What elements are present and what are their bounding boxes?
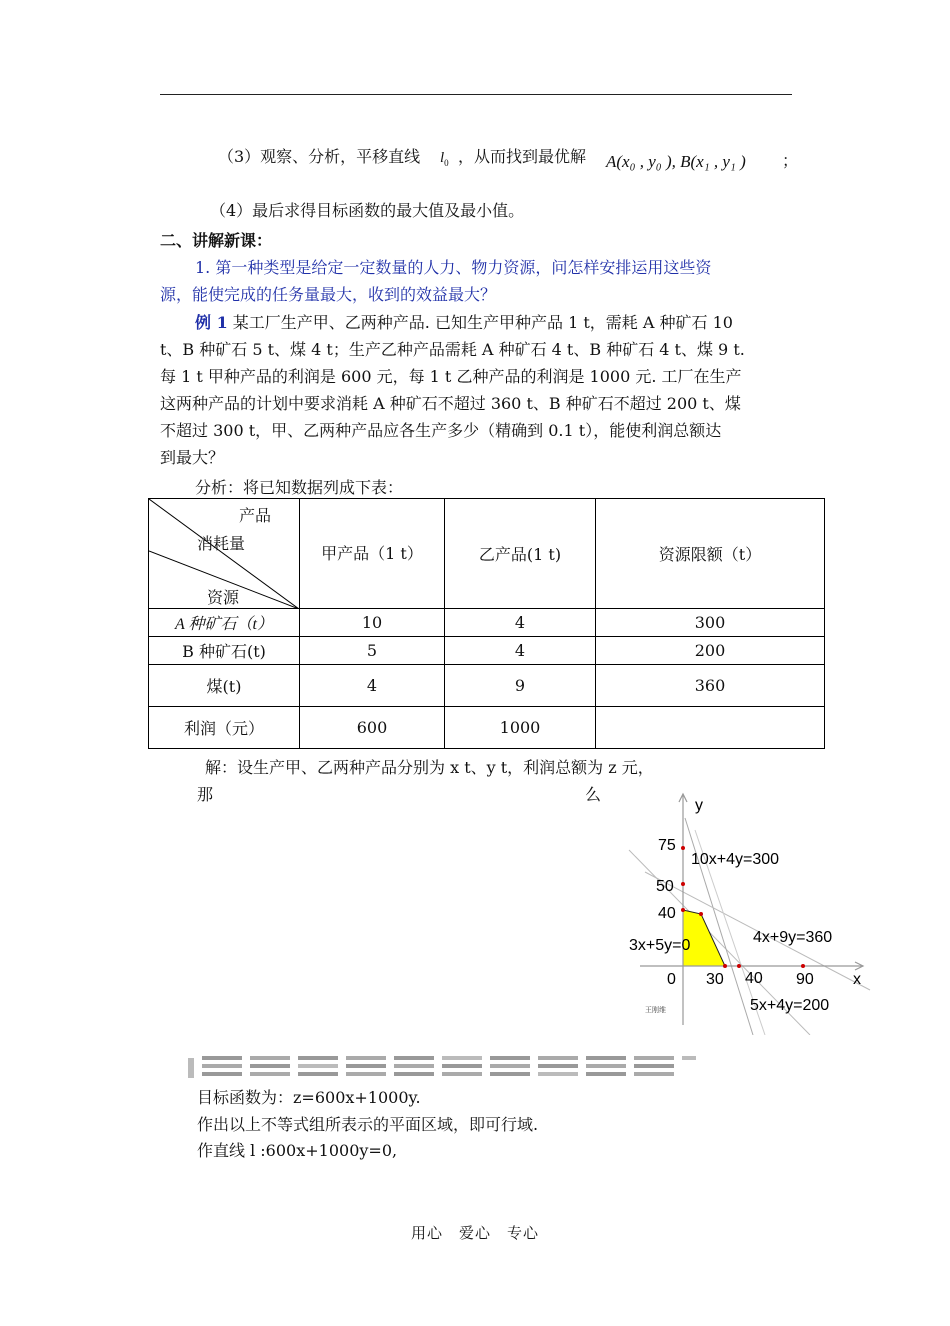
table-row: [149, 665, 825, 707]
table-corner-cell: [149, 499, 300, 609]
step3-text: （3）观察、分析，平移直线: [218, 147, 421, 166]
optimal-solution-formula: A(x₀ , y₀ ), B(x₁ , y₁ ): [606, 152, 746, 171]
cell: 4: [445, 637, 596, 665]
point-intersection: [699, 912, 703, 916]
cell: 1000: [445, 707, 596, 749]
row-label: 煤(t): [149, 665, 300, 707]
section-heading: 二、讲解新课：: [160, 231, 273, 250]
label-eq1: 10x+4y=300: [691, 851, 780, 868]
row-label: A 种矿石（t）: [149, 609, 300, 637]
analysis-line: 分析：将已知数据列成下表：: [195, 478, 404, 497]
cell: 200: [596, 637, 825, 665]
label-x40: 40: [745, 970, 763, 987]
blurred-constraint-image: [188, 1054, 698, 1080]
y-axis-label: y: [695, 797, 703, 814]
example-line-1: 例 1 某工厂生产甲、乙两种产品. 已知生产甲种产品 1 t，需耗 A 种矿石 10: [195, 313, 733, 332]
cell: 9: [445, 665, 596, 707]
graph-watermark: 王刚维: [645, 1007, 666, 1014]
cell: 300: [596, 609, 825, 637]
label-90: 90: [796, 971, 814, 988]
header-rule: [160, 94, 792, 95]
row-label: B 种矿石(t): [149, 637, 300, 665]
table-row: [149, 637, 825, 665]
cell: 10: [300, 609, 445, 637]
header-product-a: 甲产品（1 t）: [300, 499, 445, 609]
objective-line: 目标函数为：z=600x+1000y.: [197, 1088, 421, 1107]
corner-bottom-label: 资源: [207, 588, 240, 607]
cell: [596, 707, 825, 749]
example-line-5: 不超过 300 t，甲、乙两种产品应各生产多少（精确到 0.1 t），能使利润总额达: [160, 421, 722, 440]
label-origin: 0: [667, 971, 676, 988]
solution-line: 解：设生产甲、乙两种产品分别为 x t、y t，利润总额为 z 元，: [205, 758, 654, 777]
step4-line: （4）最后求得目标函数的最大值及最小值。: [210, 201, 525, 220]
table-row: [149, 609, 825, 637]
point-x40: [737, 964, 741, 968]
data-table: [148, 498, 825, 749]
point-y50: [681, 882, 685, 886]
draw-line: 作直线 l :600x+1000y=0,: [197, 1141, 398, 1160]
step3-end: ；: [782, 151, 799, 170]
label-40: 40: [658, 905, 676, 922]
cell: 360: [596, 665, 825, 707]
point-x30: [723, 964, 727, 968]
label-75: 75: [658, 837, 676, 854]
x-axis-label: x: [853, 971, 861, 988]
corner-top-label: 产品: [239, 506, 272, 525]
cell: 5: [300, 637, 445, 665]
solution-me: 么: [585, 785, 602, 804]
step3-text2: ，从而找到最优解: [458, 147, 587, 166]
page-footer: 用心 爱心 专心: [410, 1224, 539, 1242]
example-label: 例 1: [195, 313, 228, 332]
header-resource-limit: 资源限额（t）: [596, 499, 825, 609]
label-eq2: 4x+9y=360: [753, 929, 833, 946]
cell: 4: [300, 665, 445, 707]
corner-mid-label: 消耗量: [197, 534, 246, 553]
feasible-line: 作出以上不等式组所表示的平面区域，即可行域.: [197, 1115, 539, 1134]
label-eq4: 5x+4y=200: [750, 997, 830, 1014]
row-label: 利润（元）: [149, 707, 300, 749]
example-line-2: t、B 种矿石 5 t、煤 4 t；生产乙种产品需耗 A 种矿石 4 t、B 种矿石 4 t、煤 9 t.: [160, 340, 745, 359]
cell: 4: [445, 609, 596, 637]
solution-na: 那: [197, 785, 214, 804]
table-row: [149, 707, 825, 749]
feasible-region-graph: [615, 790, 875, 1035]
label-eq3: 3x+5y=0: [629, 937, 691, 954]
example-line-4: 这两种产品的计划中要求消耗 A 种矿石不超过 360 t、B 种矿石不超过 200 t、煤: [160, 394, 741, 413]
type1-line1: 1. 第一种类型是给定一定数量的人力、物力资源，问怎样安排运用这些资: [195, 258, 712, 277]
type1-line2: 源，能使完成的任务量最大，收到的效益最大？: [160, 285, 497, 304]
l0-symbol: $l_0$: [440, 150, 449, 168]
step3-line: [218, 144, 420, 167]
label-50: 50: [656, 878, 674, 895]
example-line-6: 到最大？: [160, 448, 225, 467]
cell: 600: [300, 707, 445, 749]
point-y75: [681, 846, 685, 850]
point-x90: [801, 964, 805, 968]
label-30: 30: [706, 971, 724, 988]
example-line-3: 每 1 t 甲种产品的利润是 600 元，每 1 t 乙种产品的利润是 1000 元. 工厂在生产: [160, 367, 742, 386]
point-y40: [681, 908, 685, 912]
header-product-b: 乙产品(1 t): [445, 499, 596, 609]
